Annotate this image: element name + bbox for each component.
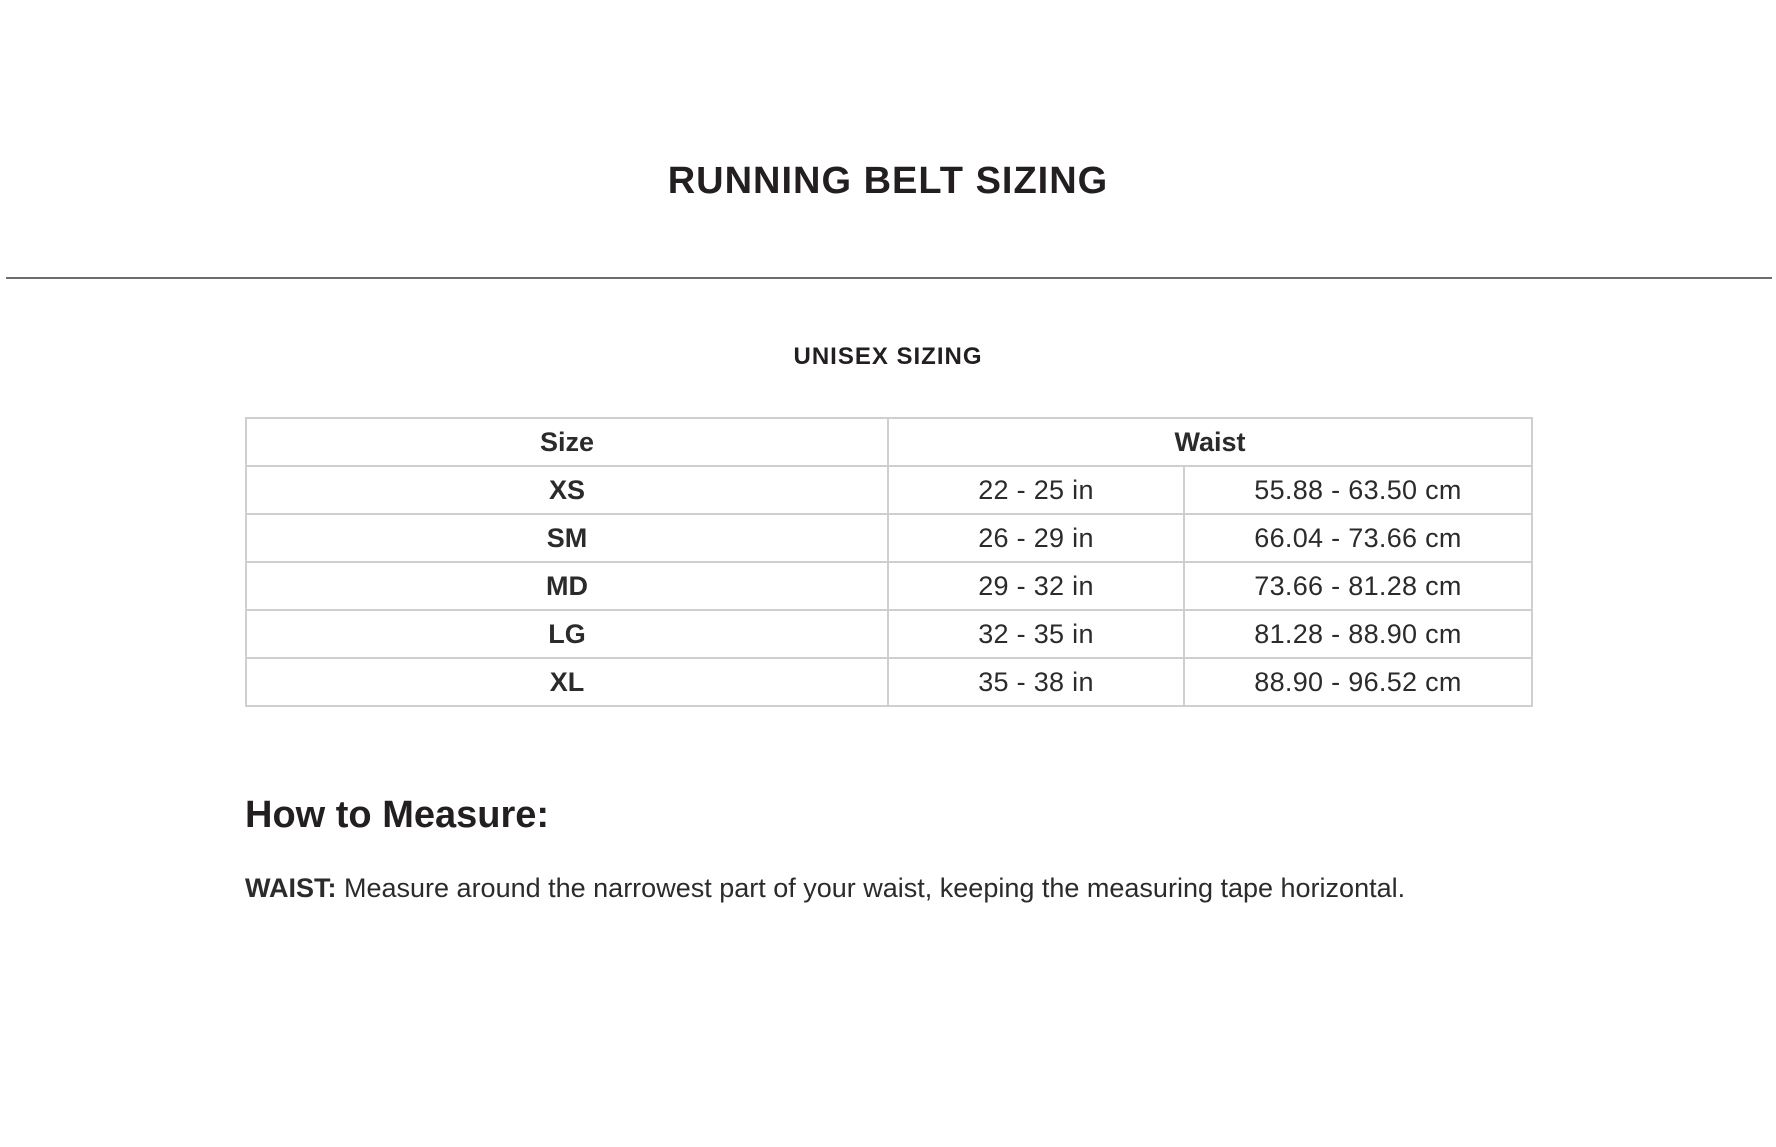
- waist-cm-cell: 81.28 - 88.90 cm: [1184, 610, 1532, 658]
- waist-cm-cell: 66.04 - 73.66 cm: [1184, 514, 1532, 562]
- waist-cm-cell: 88.90 - 96.52 cm: [1184, 658, 1532, 706]
- waist-cm-cell: 73.66 - 81.28 cm: [1184, 562, 1532, 610]
- waist-column-header: Waist: [888, 418, 1532, 466]
- table-row: [246, 466, 1532, 514]
- table-row: [246, 562, 1532, 610]
- waist-instruction: [245, 870, 1405, 906]
- size-cell: MD: [246, 562, 888, 610]
- waist-inches-cell: 29 - 32 in: [888, 562, 1184, 610]
- size-chart-table: [245, 417, 1533, 707]
- table-header-row: [246, 418, 1532, 466]
- table-row: [246, 610, 1532, 658]
- size-cell: SM: [246, 514, 888, 562]
- waist-instruction-text: Measure around the narrowest part of your waist, keeping the measuring tape horizontal.: [336, 873, 1406, 903]
- waist-inches-cell: 32 - 35 in: [888, 610, 1184, 658]
- table-row: [246, 514, 1532, 562]
- waist-inches-cell: 26 - 29 in: [888, 514, 1184, 562]
- waist-inches-cell: 35 - 38 in: [888, 658, 1184, 706]
- how-to-measure-heading: How to Measure:: [245, 794, 550, 836]
- size-cell: LG: [246, 610, 888, 658]
- size-column-header: Size: [246, 418, 888, 466]
- waist-inches-cell: 22 - 25 in: [888, 466, 1184, 514]
- size-cell: XS: [246, 466, 888, 514]
- title-divider: [6, 277, 1772, 279]
- section-title: UNISEX SIZING: [793, 343, 983, 370]
- waist-label: WAIST:: [245, 873, 337, 903]
- table-row: [246, 658, 1532, 706]
- size-cell: XL: [246, 658, 888, 706]
- waist-cm-cell: 55.88 - 63.50 cm: [1184, 466, 1532, 514]
- page-title: RUNNING BELT SIZING: [667, 160, 1109, 202]
